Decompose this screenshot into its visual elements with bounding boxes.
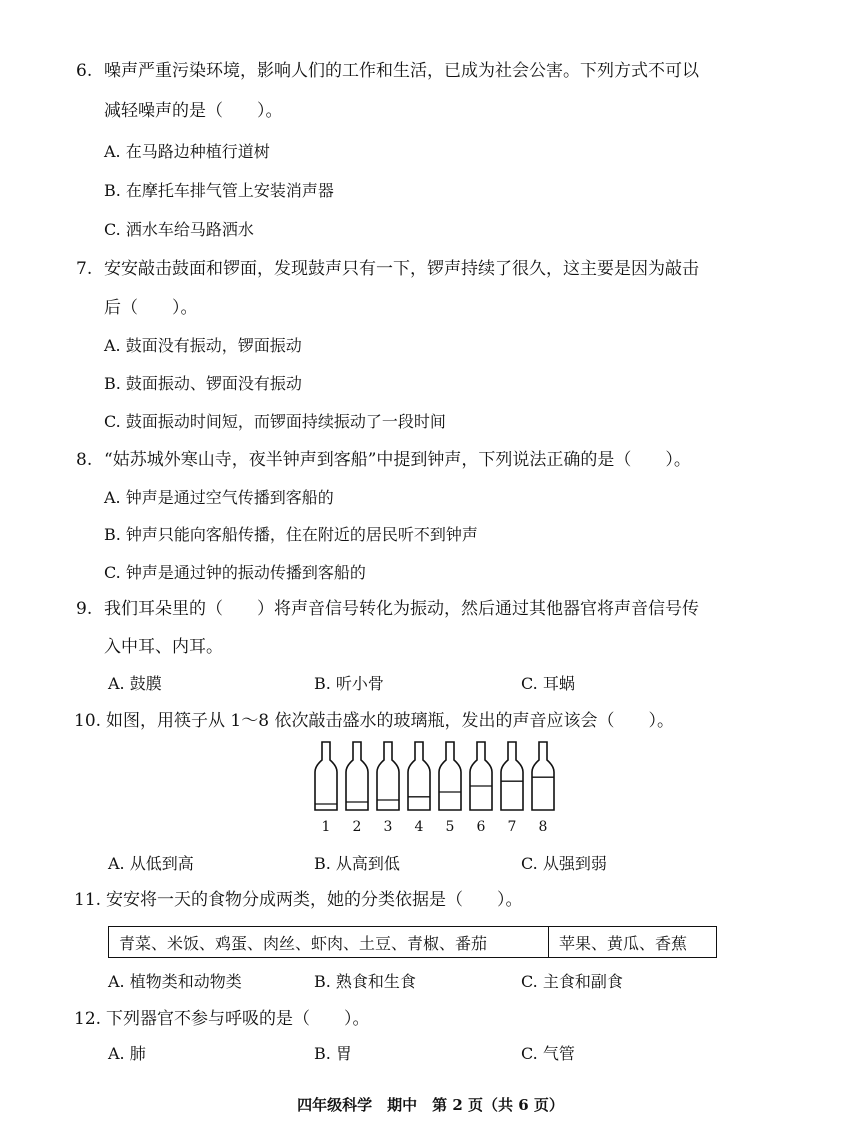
question-10-option-c[interactable]: C. 从强到弱 bbox=[521, 854, 607, 873]
question-12-text: 下列器官不参与呼吸的是（ ）。 bbox=[106, 1009, 370, 1029]
bottle-8 bbox=[532, 742, 554, 810]
question-11-option-c[interactable]: C. 主食和副食 bbox=[521, 972, 623, 991]
question-7-text-cont: 后（ ）。 bbox=[104, 298, 198, 318]
question-7-option-b[interactable]: B. 鼓面振动、锣面没有振动 bbox=[104, 374, 302, 393]
question-7-option-c[interactable]: C. 鼓面振动时间短，而锣面持续振动了一段时间 bbox=[104, 412, 446, 431]
question-10-option-b[interactable]: B. 从高到低 bbox=[314, 854, 400, 873]
question-6-text-cont: 减轻噪声的是（ ）。 bbox=[104, 101, 283, 121]
bottle-7 bbox=[501, 742, 523, 810]
question-12-number: 12. bbox=[74, 1009, 102, 1029]
question-9-option-a[interactable]: A. 鼓膜 bbox=[108, 674, 162, 693]
question-11-option-b[interactable]: B. 熟食和生食 bbox=[314, 972, 416, 991]
bottle-4 bbox=[408, 742, 430, 810]
bottle-2 bbox=[346, 742, 368, 810]
question-8-number: 8. bbox=[76, 450, 93, 470]
bottle-5 bbox=[439, 742, 461, 810]
question-10-text: 如图，用筷子从 1～8 依次敲击盛水的玻璃瓶，发出的声音应该会（ ）。 bbox=[106, 711, 674, 731]
question-6-option-c[interactable]: C. 洒水车给马路洒水 bbox=[104, 220, 254, 239]
page-footer: 四年级科学 期中 第 2 页（共 6 页） bbox=[297, 1096, 564, 1114]
question-9-option-b[interactable]: B. 听小骨 bbox=[314, 674, 384, 693]
question-12-option-a[interactable]: A. 肺 bbox=[108, 1044, 146, 1063]
question-8-option-b[interactable]: B. 钟声只能向客船传播，住在附近的居民听不到钟声 bbox=[104, 525, 478, 544]
bottle-label-1: 1 bbox=[321, 819, 331, 835]
food-classification-box bbox=[108, 926, 717, 958]
question-9-text-cont: 入中耳、内耳。 bbox=[104, 637, 223, 657]
question-9-number: 9. bbox=[76, 599, 93, 619]
question-11-text: 安安将一天的食物分成两类，她的分类依据是（ ）。 bbox=[106, 890, 523, 910]
question-8-option-a[interactable]: A. 钟声是通过空气传播到客船的 bbox=[104, 488, 334, 507]
question-7-number: 7. bbox=[76, 259, 93, 279]
question-9-option-c[interactable]: C. 耳蜗 bbox=[521, 674, 575, 693]
question-8-option-c[interactable]: C. 钟声是通过钟的振动传播到客船的 bbox=[104, 563, 366, 582]
bottle-1 bbox=[315, 742, 337, 810]
question-8-text: “姑苏城外寒山寺，夜半钟声到客船”中提到钟声，下列说法正确的是（ ）。 bbox=[104, 450, 691, 470]
question-6-option-a[interactable]: A. 在马路边种植行道树 bbox=[104, 142, 270, 161]
question-12-option-c[interactable]: C. 气管 bbox=[521, 1044, 575, 1063]
question-9-text: 我们耳朵里的（ ）将声音信号转化为振动，然后通过其他器官将声音信号传 bbox=[104, 599, 699, 619]
question-7-option-a[interactable]: A. 鼓面没有振动，锣面振动 bbox=[104, 336, 302, 355]
question-7-text: 安安敲击鼓面和锣面，发现鼓声只有一下，锣声持续了很久，这主要是因为敲击 bbox=[104, 259, 699, 279]
question-6-text: 噪声严重污染环境，影响人们的工作和生活，已成为社会公害。下列方式不可以 bbox=[104, 61, 699, 81]
bottle-label-6: 6 bbox=[476, 819, 486, 835]
question-11-number: 11. bbox=[74, 890, 102, 910]
bottle-label-8: 8 bbox=[538, 819, 548, 835]
question-11-option-a[interactable]: A. 植物类和动物类 bbox=[108, 972, 242, 991]
food-group-2: 苹果、黄瓜、香蕉 bbox=[559, 933, 688, 953]
bottles-figure bbox=[305, 738, 575, 838]
question-12-option-b[interactable]: B. 胃 bbox=[314, 1044, 352, 1063]
bottle-6 bbox=[470, 742, 492, 810]
food-group-1: 青菜、米饭、鸡蛋、肉丝、虾肉、土豆、青椒、番茄 bbox=[109, 927, 549, 957]
question-6-number: 6. bbox=[76, 61, 93, 81]
question-10-option-a[interactable]: A. 从低到高 bbox=[108, 854, 194, 873]
bottle-label-2: 2 bbox=[352, 819, 362, 835]
bottle-label-3: 3 bbox=[383, 819, 393, 835]
bottle-label-5: 5 bbox=[445, 819, 455, 835]
bottle-label-4: 4 bbox=[414, 819, 424, 835]
question-6-option-b[interactable]: B. 在摩托车排气管上安装消声器 bbox=[104, 181, 334, 200]
question-10-number: 10. bbox=[74, 711, 102, 731]
bottle-label-7: 7 bbox=[507, 819, 517, 835]
